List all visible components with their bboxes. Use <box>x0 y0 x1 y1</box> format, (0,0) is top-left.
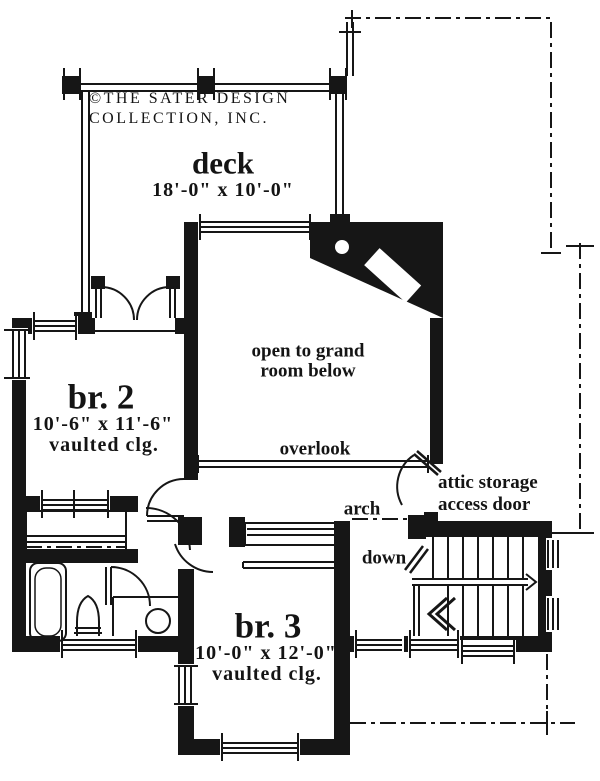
toilet-icon <box>77 596 99 636</box>
arch-label: arch <box>343 498 381 520</box>
down-label: down <box>361 547 407 569</box>
grand-room-note-line2: room below <box>260 360 356 382</box>
br3-ceiling: vaulted clg. <box>212 663 322 685</box>
br2-dims: 10'-6" x 11'-6" <box>32 413 174 435</box>
br3-dims: 10'-0" x 12'-0" <box>195 642 337 664</box>
copyright-line2: COLLECTION, INC. <box>89 110 269 127</box>
staircase <box>405 537 536 636</box>
br3-label: br. 3 <box>234 606 302 646</box>
br2-ceiling: vaulted clg. <box>49 434 159 456</box>
attic-storage-label-line2: access door <box>438 494 531 515</box>
bath-fixtures <box>30 563 178 641</box>
deck-label: deck <box>192 145 254 181</box>
copyright-line1: ©THE SATER DESIGN <box>89 90 291 107</box>
sink-icon <box>146 609 170 633</box>
attic-storage-label-line1: attic storage <box>438 472 538 493</box>
overlook-label: overlook <box>279 438 351 460</box>
br2-label: br. 2 <box>67 377 135 417</box>
grand-room-note-line1: open to grand <box>251 340 365 362</box>
deck-dims: 18'-0" x 10'-0" <box>152 179 294 201</box>
